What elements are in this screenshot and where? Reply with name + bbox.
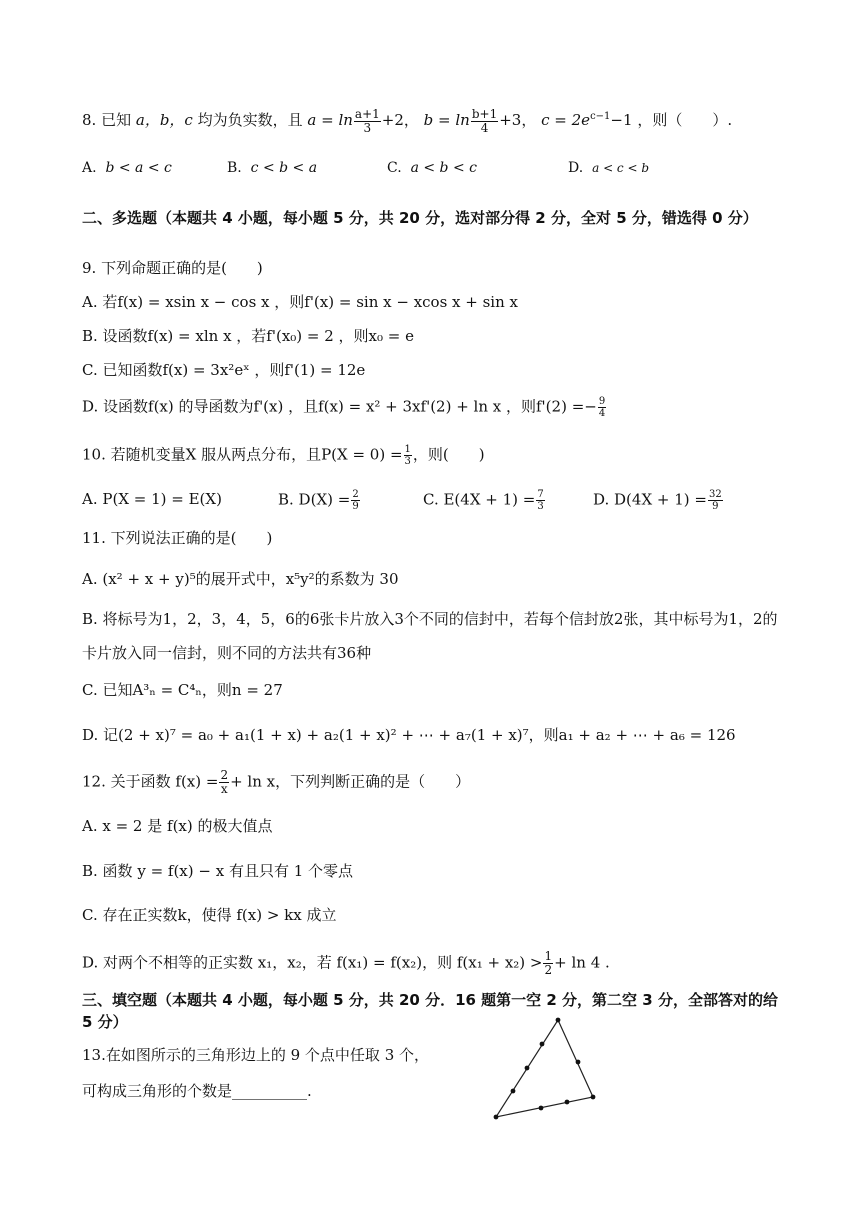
- q13-line-2: 可构成三角形的个数是__________.: [82, 1082, 312, 1100]
- q10-option-d: D. D(4X + 1) = $\frac{32}{9}$: [593, 489, 722, 512]
- q9-option-a: A. 若f(x) = xsin x − cos x ，则f'(x) = sin x − xcos x + sin x: [82, 293, 518, 311]
- q9-option-d: D. 设函数f(x) 的导函数为f'(x) ，且f(x) = x² + 3xf'(2) + ln x ，则f'(2) =− $\frac{9}{4}$: [82, 396, 606, 419]
- q11-option-b: B. 将标号为1，2，3，4，5，6的6张卡片放入3个不同的信封中，若每个信封放2张，其中标号为1，2的卡片放入同一信封，则不同的方法共有36种: [82, 610, 778, 662]
- q12-option-c: C. 存在正实数k，使得 f(x) > kx 成立: [82, 906, 337, 924]
- q8-option-c: C. a < b < c: [387, 160, 477, 176]
- q8-eq-a: a = ln: [307, 111, 353, 129]
- q8-option-a: A. b < a < c: [82, 160, 172, 176]
- q9-stem: 9. 下列命题正确的是( ): [82, 259, 263, 277]
- triangle-point: [525, 1066, 530, 1071]
- triangle-point: [511, 1089, 516, 1094]
- q9-option-b: B. 设函数f(x) = xln x ，若f'(x₀) = 2 ，则x₀ = e: [82, 327, 415, 345]
- q10-option-a: A. P(X = 1) = E(X): [82, 490, 222, 508]
- q11-option-c: C. 已知A³ₙ = C⁴ₙ，则n = 27: [82, 681, 283, 699]
- triangle-point: [539, 1106, 544, 1111]
- q8-stem-b: 均为负实数，且: [197, 111, 303, 129]
- q8-option-b: B. c < b < a: [227, 160, 318, 176]
- triangle-point: [556, 1018, 561, 1023]
- q12-stem: 12. 关于函数 f(x) = $\frac{2}{x}$ + ln x，下列判断正确的是（ ）: [82, 768, 471, 796]
- q10-stem: 10. 若随机变量X 服从两点分布，且P(X = 0) = $\frac{1}{3}$ ，则( ): [82, 444, 485, 467]
- q8-stem-c: ，则（ ）.: [637, 111, 733, 129]
- q8-eq-b-tail: +3，: [499, 111, 537, 129]
- q8-stem: [82, 107, 732, 135]
- section-2-title: 二、多选题（本题共 4 小题，每小题 5 分，共 20 分，选对部分得 2 分，全对 5 分，错选得 0 分）: [82, 209, 758, 227]
- q8-eq-c-sup: c−1: [590, 111, 611, 122]
- section-3-title: 三、填空题（本题共 4 小题，每小题 5 分，共 20 分．16 题第一空 2 分，第二空 3 分，全部答对的给 5 分）: [82, 991, 778, 1031]
- q11-stem: 11. 下列说法正确的是( ): [82, 529, 273, 547]
- q12-option-d: D. 对两个不相等的正实数 x₁，x₂，若 f(x₁) = f(x₂)，则 f(x₁ + x₂) > $\frac{1}{2}$ + ln 4 .: [82, 949, 610, 977]
- triangle-point: [576, 1060, 581, 1065]
- triangle-point: [540, 1042, 545, 1047]
- q8-frac-a: $\frac{a+1}{3}$: [354, 106, 380, 135]
- triangle-point: [494, 1115, 499, 1120]
- q11-option-a: A. (x² + x + y)⁵的展开式中，x⁵y²的系数为 30: [82, 570, 399, 588]
- triangle-outline: [496, 1020, 593, 1117]
- q12-option-a: A. x = 2 是 f(x) 的极大值点: [82, 817, 273, 835]
- triangle-point: [565, 1100, 570, 1105]
- q11-option-d: D. 记(2 + x)⁷ = a₀ + a₁(1 + x) + a₂(1 + x)² + ⋯ + a₇(1 + x)⁷，则a₁ + a₂ + ⋯ + a₆ = 126: [82, 726, 736, 744]
- q8-stem-a: 8. 已知: [82, 111, 132, 129]
- q8-eq-b: b = ln: [423, 111, 470, 129]
- q10-option-c: C. E(4X + 1) = $\frac{7}{3}$: [423, 489, 544, 512]
- q10-option-b: B. D(X) = $\frac{2}{9}$: [278, 489, 359, 512]
- q8-eq-c-tail: −1: [610, 111, 633, 129]
- q12-option-b: B. 函数 y = f(x) − x 有且只有 1 个零点: [82, 862, 354, 880]
- triangle-figure: [480, 1010, 610, 1130]
- q8-eq-c: c = 2e: [541, 111, 591, 129]
- q8-eq-a-tail: +2，: [381, 111, 419, 129]
- q8-vars: a，b，c: [135, 111, 193, 129]
- q8-option-d: D. a < c < b: [568, 160, 650, 176]
- q9-option-c: C. 已知函数f(x) = 3x²eˣ ，则f'(1) = 12e: [82, 361, 366, 379]
- q8-frac-b: $\frac{b+1}{4}$: [471, 106, 498, 135]
- triangle-point: [591, 1095, 596, 1100]
- q13-line-1: 13.在如图所示的三角形边上的 9 个点中任取 3 个，: [82, 1046, 430, 1064]
